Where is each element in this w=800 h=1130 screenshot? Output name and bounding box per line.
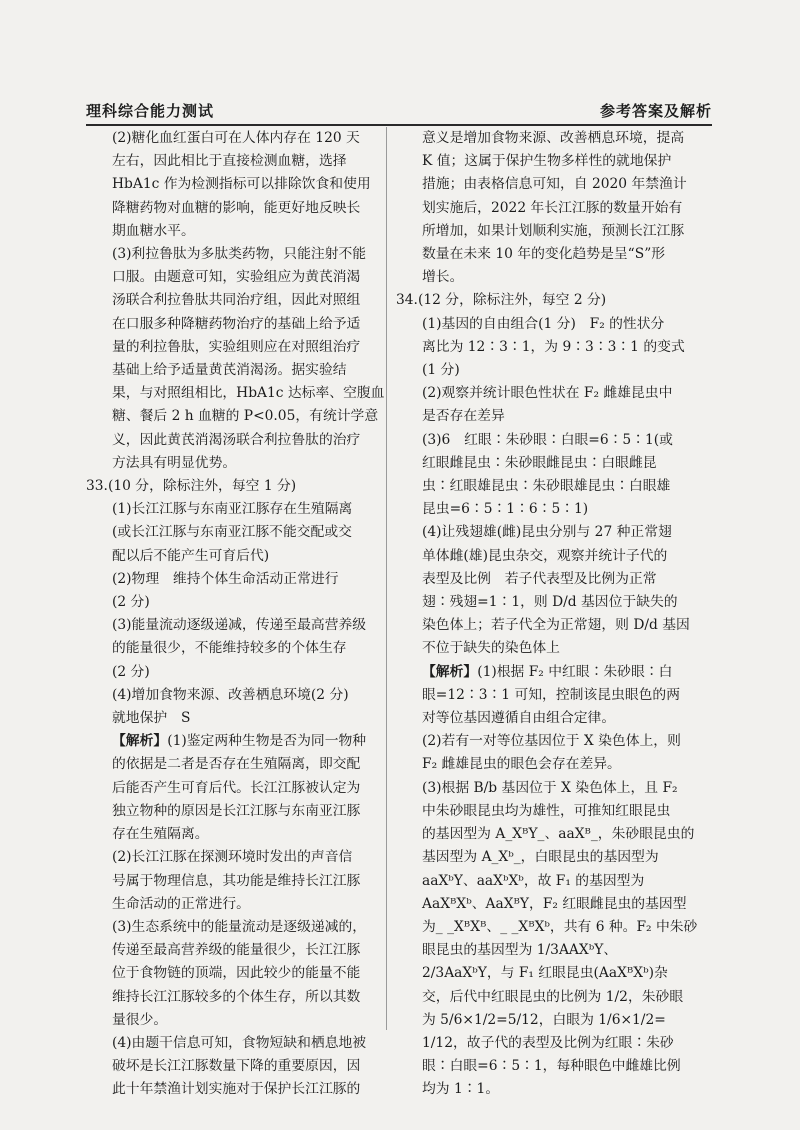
text-line: (2)糖化血红蛋白可在人体内存在 120 天 <box>112 130 360 146</box>
text-line: 基因型为 A_Xᵇ_，白眼昆虫的基因型为 <box>422 849 659 866</box>
text-line: (4)增加食物来源、改善栖息环境(2 分) <box>112 686 349 703</box>
text-line: 传递至最高营养级的能量很少，长江江豚 <box>112 942 361 959</box>
text-line: 33.(10 分，除标注外，每空 1 分) <box>86 478 297 495</box>
text-line: 量的利拉鲁肽，实验组则应在对照组治疗 <box>112 338 361 355</box>
page-header <box>86 100 712 126</box>
text-line: 眼∶白眼=6∶5∶1，每种眼色中雌雄比例 <box>422 1058 681 1075</box>
text-line: 眼昆虫的基因型为 1/3AAXᵇY、 <box>422 942 618 959</box>
text-line: 独立物种的原因是长江江豚与东南亚江豚 <box>112 802 361 819</box>
text-line: 位于食物链的顶端，因此较少的能量不能 <box>112 965 361 982</box>
text-line: 糖、餐后 2 h 血糖的 P<0.05，有统计学意 <box>112 408 379 425</box>
header-title-left: 理科综合能力测试 <box>86 102 215 120</box>
text-line: 维持长江江豚较多的个体生存，所以其数 <box>112 988 361 1005</box>
text-line: (2)若有一对等位基因位于 X 染色体上，则 <box>422 733 681 750</box>
text-line: (1)基因的自由组合(1 分) F₂ 的性状分 <box>422 315 665 332</box>
text-line: (3)6 红眼∶朱砂眼∶白眼=6∶5∶1(或 <box>422 431 673 448</box>
text-line: 染色体上；若子代全为正常翅，则 D/d 基因 <box>422 617 690 634</box>
text-line: 34.(12 分，除标注外，每空 2 分) <box>396 292 607 309</box>
text-line: (3)生态系统中的能量流动是逐级递减的， <box>112 918 367 935</box>
text-line: (4)让残翅雄(雌)昆虫分别与 27 种正常翅 <box>422 524 672 541</box>
text-line: 在口服多种降糖药物治疗的基础上给予适 <box>112 315 361 332</box>
text-line: 为_ _XᴮXᴮ、_ _XᴮXᵇ，共有 6 种。F₂ 中朱砂 <box>422 918 698 935</box>
text-line: 后能否产生可育后代。长江江豚被认定为 <box>112 779 361 796</box>
text-line: (3)根据 B/b 基因位于 X 染色体上，且 F₂ <box>422 779 678 796</box>
text-line: 虫∶红眼雄昆虫∶朱砂眼雄昆虫∶白眼雄 <box>422 478 671 495</box>
text-line: 红眼雌昆虫∶朱砂眼雌昆虫∶白眼雌昆 <box>422 454 657 471</box>
text-line: 翅∶残翅=1∶1，则 D/d 基因位于缺失的 <box>422 594 678 611</box>
text-line: 措施；由表格信息可知，自 2020 年禁渔计 <box>422 176 687 193</box>
text-line: 方法具有明显优势。 <box>112 454 237 471</box>
text-line: 的能量很少，不能维持较多的个体生存 <box>112 640 347 657</box>
text-line: F₂ 雌雄昆虫的眼色会存在差异。 <box>422 756 621 773</box>
column-divider <box>386 127 387 1030</box>
text-line: 是否存在差异 <box>422 408 505 425</box>
text-line: 期血糖水平。 <box>112 222 195 239</box>
text-line: 意义是增加食物来源、改善栖息环境，提高 <box>422 130 685 146</box>
text-line: 的基因型为 A_XᴮY_、aaXᴮ_，朱砂眼昆虫的 <box>422 826 695 843</box>
text-line: 降糖药物对血糖的影响，能更好地反映长 <box>112 199 361 216</box>
text-line: 增长。 <box>422 269 464 286</box>
text-line: 果，与对照组相比，HbA1c 达标率、空腹血 <box>112 385 385 402</box>
text-line: (2)长江江豚在探测环境时发出的声音信 <box>112 849 353 866</box>
text-line: 基础上给予适量黄芪消渴汤。据实验结 <box>112 362 347 379</box>
text-line: (或长江江豚与东南亚江豚不能交配或交 <box>112 524 352 541</box>
text-line: (4)由题干信息可知，食物短缺和栖息地被 <box>112 1034 367 1051</box>
text-line: 义，因此黄芪消渴汤联合利拉鲁肽的治疗 <box>112 431 361 448</box>
text-line: 为 5/6×1/2=5/12，白眼为 1/6×1/2= <box>422 1011 666 1028</box>
text-line: 汤联合利拉鲁肽共同治疗组，因此对照组 <box>112 292 361 309</box>
text-line: 生命活动的正常进行。 <box>112 895 250 912</box>
text-line: (1 分) <box>422 362 460 379</box>
text-line: (2)物理 维持个体生命活动正常进行 <box>112 570 339 587</box>
text-line: 眼=12∶3∶1 可知，控制该昆虫眼色的两 <box>422 686 681 703</box>
text-line: (1)长江江豚与东南亚江豚存在生殖隔离 <box>112 501 353 518</box>
analysis-marker: 【解析】 <box>422 663 478 680</box>
text-line: 划实施后，2022 年长江江豚的数量开始有 <box>422 199 683 216</box>
text-line: 1/12，故子代的表型及比例为红眼∶朱砂 <box>422 1034 674 1051</box>
text-line: 所增加，如果计划顺利实施，预测长江江豚 <box>422 222 685 239</box>
text-line: 口服。由题意可知，实验组应为黄芪消渴 <box>112 269 361 286</box>
text-line: 【解析】(1)鉴定两种生物是否为同一物种 <box>112 733 367 750</box>
text-line: aaXᵇY、aaXᵇXᵇ，故 F₁ 的基因型为 <box>422 872 645 889</box>
text-line: 就地保护 S <box>112 710 191 727</box>
analysis-marker: 【解析】 <box>112 733 168 750</box>
text-line: 量很少。 <box>112 1011 168 1028</box>
text-line: 破坏是长江江豚数量下降的重要原因，因 <box>112 1058 361 1075</box>
text-line: 交，后代中红眼昆虫的比例为 1/2，朱砂眼 <box>422 988 684 1005</box>
text-line: AaXᴮXᵇ、AaXᴮY，F₂ 红眼雌昆虫的基因型 <box>422 895 687 912</box>
header-title-right: 参考答案及解析 <box>599 102 712 120</box>
text-line: 存在生殖隔离。 <box>112 826 209 843</box>
text-line: 表型及比例 若子代表型及比例为正常 <box>422 570 657 587</box>
text-line: (3)能量流动逐级递减，传递至最高营养级 <box>112 617 367 634</box>
right-column <box>396 127 702 1102</box>
text-line: 数量在未来 10 年的变化趋势是呈“S”形 <box>422 246 666 263</box>
text-line: K 值；这属于保护生物多样性的就地保护 <box>422 153 672 170</box>
text-line: 左右，因此相比于直接检测血糖，选择 <box>112 153 347 170</box>
text-line: 号属于物理信息，其功能是维持长江江豚 <box>112 872 361 889</box>
text-line: (2 分) <box>112 663 150 680</box>
text-line: 均为 1∶1。 <box>422 1081 500 1098</box>
text-line: (2)观察并统计眼色性状在 F₂ 雌雄昆虫中 <box>422 385 673 402</box>
text-line: 2/3AaXᵇY，与 F₁ 红眼昆虫(AaXᴮXᵇ)杂 <box>422 965 668 982</box>
text-line: 单体雌(雄)昆虫杂交，观察并统计子代的 <box>422 547 668 564</box>
text-line: 的依据是二者是否存在生殖隔离，即交配 <box>112 756 361 773</box>
text-line: 此十年禁渔计划实施对于保护长江江豚的 <box>112 1081 361 1098</box>
text-line: 配以后不能产生可育后代) <box>112 547 270 564</box>
text-line: 【解析】(1)根据 F₂ 中红眼∶朱砂眼∶白 <box>422 663 673 680</box>
text-line: 不位于缺失的染色体上 <box>422 640 560 657</box>
text-line: 中朱砂眼昆虫均为雄性，可推知红眼昆虫 <box>422 802 671 819</box>
text-line: (2 分) <box>112 594 150 611</box>
text-line: 对等位基因遵循自由组合定律。 <box>422 710 616 727</box>
left-column <box>86 127 386 1102</box>
text-line: HbA1c 作为检测指标可以排除饮食和使用 <box>112 176 371 193</box>
text-line: 离比为 12∶3∶1，为 9∶3∶3∶1 的变式 <box>422 338 685 355</box>
text-line: (3)利拉鲁肽为多肽类药物，只能注射不能 <box>112 246 367 263</box>
text-line: 昆虫=6∶5∶1∶6∶5∶1) <box>422 501 589 518</box>
